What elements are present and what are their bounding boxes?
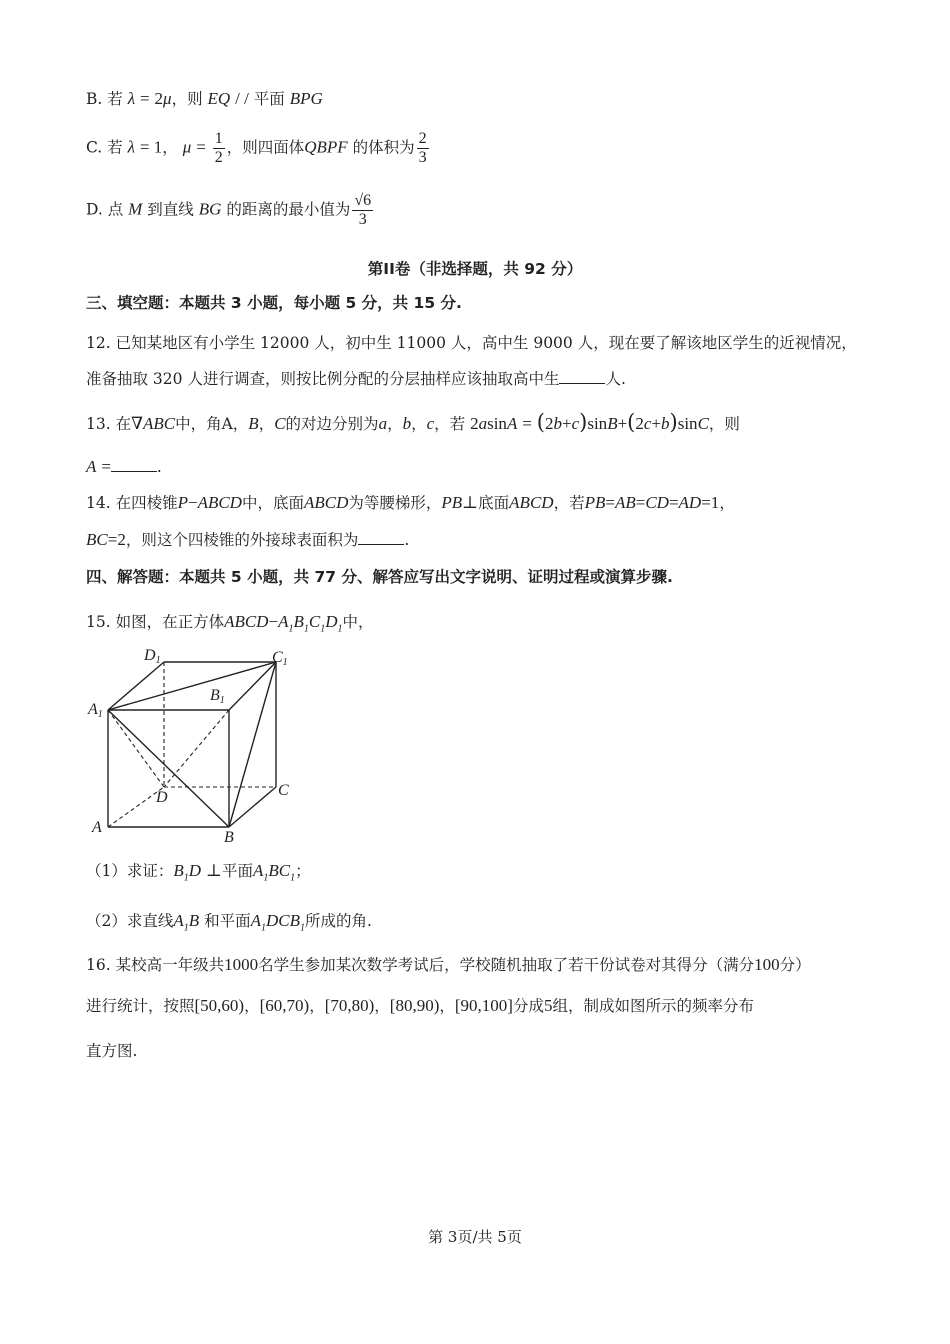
label-a1: A1 bbox=[88, 701, 103, 720]
q16-line2: 进行统计，按照[50,60)，[60,70)，[70,80)，[80,90)，[90,100]分成5组，制成如图所示的频率分布 bbox=[86, 996, 754, 1015]
q13-line1: 13. 在∇ABC中，角A，B，C的对边分别为a，b，c，若 2asinA = (2b+c)sinB+(2c+b)sinC，则 bbox=[86, 410, 740, 434]
q14-line1: 14. 在四棱锥P−ABCD中，底面ABCD为等腰梯形，PB⊥底面ABCD，若PB=AB=CD=AD=1， bbox=[86, 493, 735, 512]
label-b1: B1 bbox=[210, 687, 225, 706]
label-d1: D1 bbox=[144, 647, 161, 666]
option-b: B. 若 λ = 2μ，则 EQ / / 平面 BPG bbox=[86, 89, 323, 108]
q12-line2: 准备抽取 320 人进行调查，则按比例分配的分层抽样应该抽取高中生 人. bbox=[86, 370, 626, 388]
q14-line2: BC=2，则这个四棱锥的外接球表面积为 . bbox=[86, 530, 410, 549]
q15-part2: （2）求直线$A_1B$ 和平面$A_1DCB_1$所成的角. bbox=[86, 911, 372, 934]
label-d: D bbox=[156, 789, 168, 806]
option-d: D. 点 M 到直线 BG 的距离的最小值为 $\frac{√6}{3}$ bbox=[86, 192, 372, 228]
label-b: B bbox=[224, 829, 234, 846]
label-c: C bbox=[278, 782, 289, 799]
q16-line1: 16. 某校高一年级共1000名学生参加某次数学考试后，学校随机抽取了若干份试卷对其得分（满分100分） bbox=[86, 955, 811, 974]
q12-line1: 12. 已知某地区有小学生 12000 人，初中生 11000 人，高中生 9000 人，现在要了解该地区学生的近视情况， bbox=[86, 334, 857, 352]
q16-line3: 直方图. bbox=[86, 1042, 138, 1060]
label-a: A bbox=[92, 819, 102, 836]
q13-line2: A = . bbox=[86, 457, 162, 476]
label-c1: C1 bbox=[272, 649, 288, 668]
cube-figure bbox=[84, 642, 304, 847]
section-3-title: 三、填空题：本题共 3 小题，每小题 5 分，共 15 分. bbox=[86, 294, 462, 312]
q15-part1: （1）求证：$B_1D$ ⊥平面$A_1BC_1$； bbox=[86, 861, 311, 884]
q15-stem: 15. 如图，在正方体$ABCD-A_1B_1C_1D_1$中， bbox=[86, 612, 374, 635]
option-c: C. 若 λ = 1， μ = $\frac{1}{2}$ ，则四面体QBPF 的体积为 $\frac{2}{3}$ bbox=[86, 130, 427, 166]
section-2-title: 第II卷（非选择题，共 92 分） bbox=[367, 260, 583, 278]
page-footer: 第 3页/共 5页 bbox=[428, 1228, 522, 1246]
section-4-title: 四、解答题：本题共 5 小题，共 77 分、解答应写出文字说明、证明过程或演算步骤. bbox=[86, 568, 673, 586]
